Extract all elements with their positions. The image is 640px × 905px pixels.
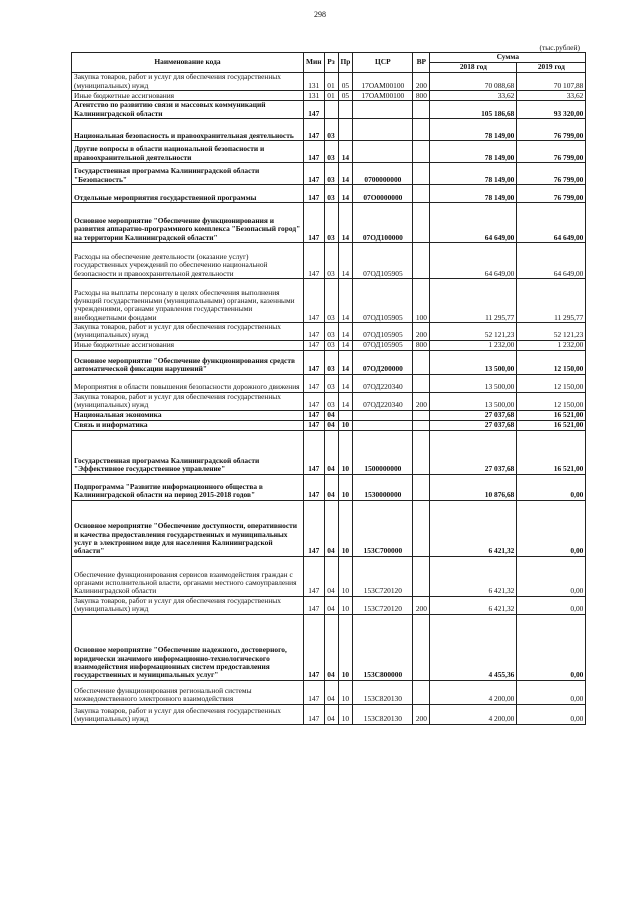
cell-vr: 200 (413, 704, 430, 724)
cell-csr: 153С720120 (353, 556, 413, 596)
cell-csr (353, 101, 413, 119)
cell-name: Другие вопросы в области национальной безопасности и правоохранительной деятельности (72, 141, 304, 163)
cell-y2019: 16 521,00 (517, 430, 586, 474)
cell-y2019: 76 799,00 (517, 119, 586, 141)
cell-min: 131 (304, 73, 325, 91)
cell-name: Основное мероприятие "Обеспечение функционирования средств автоматической фиксации нарушений" (72, 350, 304, 374)
cell-vr (413, 203, 430, 243)
cell-y2019: 0,00 (517, 704, 586, 724)
cell-csr (353, 119, 413, 141)
cell-name: Связь и информатика (72, 420, 304, 430)
cell-min: 147 (304, 556, 325, 596)
cell-csr: 07ОД220340 (353, 374, 413, 392)
table-row (72, 680, 586, 704)
cell-pr: 14 (338, 392, 353, 410)
cell-min: 147 (304, 410, 325, 420)
cell-pr: 14 (338, 185, 353, 203)
cell-min: 147 (304, 704, 325, 724)
cell-vr: 200 (413, 392, 430, 410)
table-row (72, 614, 586, 680)
table-row (72, 556, 586, 596)
cell-y2018: 11 295,77 (430, 279, 517, 323)
cell-rz: 03 (324, 119, 338, 141)
cell-y2018: 4 200,00 (430, 704, 517, 724)
cell-vr (413, 614, 430, 680)
cell-csr: 07ОД105905 (353, 243, 413, 279)
cell-csr: 153С720120 (353, 596, 413, 614)
cell-rz: 03 (324, 279, 338, 323)
cell-rz: 04 (324, 556, 338, 596)
cell-name: Закупка товаров, работ и услуг для обеспечения государственных (муниципальных) нужд (72, 323, 304, 341)
cell-vr (413, 119, 430, 141)
cell-vr (413, 680, 430, 704)
cell-pr: 10 (338, 474, 353, 500)
cell-min: 147 (304, 614, 325, 680)
cell-pr: 05 (338, 91, 353, 101)
cell-min: 131 (304, 91, 325, 101)
table-row (72, 704, 586, 724)
cell-rz: 03 (324, 340, 338, 350)
table-row (72, 340, 586, 350)
cell-csr: 07ОД105905 (353, 340, 413, 350)
cell-pr: 14 (338, 141, 353, 163)
header-vr: ВР (413, 53, 430, 73)
cell-pr: 14 (338, 243, 353, 279)
cell-rz: 04 (324, 474, 338, 500)
cell-pr: 10 (338, 430, 353, 474)
cell-y2019: 12 150,00 (517, 374, 586, 392)
cell-y2018: 4 455,36 (430, 614, 517, 680)
cell-pr: 14 (338, 340, 353, 350)
cell-csr: 07ОД200000 (353, 350, 413, 374)
cell-vr: 200 (413, 73, 430, 91)
cell-vr (413, 556, 430, 596)
cell-y2019: 64 649,00 (517, 203, 586, 243)
cell-rz: 04 (324, 420, 338, 430)
cell-rz: 03 (324, 243, 338, 279)
cell-pr: 14 (338, 350, 353, 374)
cell-rz: 03 (324, 392, 338, 410)
cell-y2019: 0,00 (517, 680, 586, 704)
cell-csr: 153С820130 (353, 704, 413, 724)
cell-y2019: 76 799,00 (517, 163, 586, 185)
cell-name: Обеспечение функционирования сервисов взаимодействия граждан с органами исполнительной власти, органами местного самоуправления Калининградской области (72, 556, 304, 596)
cell-y2019: 0,00 (517, 500, 586, 556)
cell-name: Закупка товаров, работ и услуг для обеспечения государственных (муниципальных) нужд (72, 392, 304, 410)
cell-name: Иные бюджетные ассигнования (72, 340, 304, 350)
cell-y2018: 4 200,00 (430, 680, 517, 704)
units-label: (тыс.рублей) (539, 43, 580, 52)
table-row (72, 91, 586, 101)
cell-csr: 153С800000 (353, 614, 413, 680)
table-row (72, 420, 586, 430)
cell-csr: 153С820130 (353, 680, 413, 704)
cell-vr: 800 (413, 91, 430, 101)
cell-csr: 153С700000 (353, 500, 413, 556)
cell-min: 147 (304, 119, 325, 141)
table-row (72, 500, 586, 556)
header-pr: Пр (338, 53, 353, 73)
cell-pr: 05 (338, 73, 353, 91)
cell-y2018: 6 421,32 (430, 556, 517, 596)
cell-min: 147 (304, 203, 325, 243)
cell-vr (413, 243, 430, 279)
table-row (72, 474, 586, 500)
cell-pr: 10 (338, 704, 353, 724)
cell-name: Закупка товаров, работ и услуг для обеспечения государственных (муниципальных) нужд (72, 596, 304, 614)
cell-name: Иные бюджетные ассигнования (72, 91, 304, 101)
cell-rz: 01 (324, 91, 338, 101)
cell-vr (413, 185, 430, 203)
cell-csr: 17ОАМ00100 (353, 73, 413, 91)
cell-pr: 14 (338, 374, 353, 392)
cell-rz: 01 (324, 73, 338, 91)
cell-name: Подпрограмма "Развитие информационного общества в Калининградской области на период 2015-2018 годов" (72, 474, 304, 500)
cell-name: Основное мероприятие "Обеспечение функционирования и развития аппаратно-программного комплекса "Безопасный город" на территории Калининградской области" (72, 203, 304, 243)
cell-min: 147 (304, 474, 325, 500)
cell-name: Основное мероприятие "Обеспечение надежного, достоверного, юридически значимого информационно-технологического взаимодействия информационных систем предоставления государственных и муниципальных услуг" (72, 614, 304, 680)
cell-min: 147 (304, 185, 325, 203)
cell-vr (413, 350, 430, 374)
cell-pr (338, 410, 353, 420)
cell-name: Основное мероприятие "Обеспечение доступности, оперативности и качества предоставления государственных и муниципальных услуг в электронном виде для населения Калининградской области" (72, 500, 304, 556)
cell-min: 147 (304, 680, 325, 704)
cell-rz: 04 (324, 704, 338, 724)
cell-y2018: 1 232,00 (430, 340, 517, 350)
cell-y2019: 12 150,00 (517, 392, 586, 410)
cell-y2019: 64 649,00 (517, 243, 586, 279)
cell-vr (413, 430, 430, 474)
page-number: 298 (314, 10, 326, 19)
cell-y2018: 27 037,68 (430, 420, 517, 430)
cell-y2019: 0,00 (517, 556, 586, 596)
cell-rz: 04 (324, 410, 338, 420)
cell-vr: 800 (413, 340, 430, 350)
cell-y2019: 33,62 (517, 91, 586, 101)
cell-min: 147 (304, 420, 325, 430)
cell-pr (338, 119, 353, 141)
cell-y2019: 11 295,77 (517, 279, 586, 323)
cell-name: Государственная программа Калининградской области "Безопасность" (72, 163, 304, 185)
cell-pr (338, 101, 353, 119)
table-row (72, 392, 586, 410)
cell-vr (413, 141, 430, 163)
cell-y2018: 52 121,23 (430, 323, 517, 341)
cell-y2018: 105 186,68 (430, 101, 517, 119)
cell-vr (413, 410, 430, 420)
cell-min: 147 (304, 101, 325, 119)
cell-pr: 10 (338, 614, 353, 680)
cell-y2019: 0,00 (517, 596, 586, 614)
cell-y2019: 12 150,00 (517, 350, 586, 374)
table-row (72, 243, 586, 279)
table-row (72, 185, 586, 203)
table-row (72, 410, 586, 420)
cell-pr: 14 (338, 203, 353, 243)
cell-min: 147 (304, 500, 325, 556)
cell-rz: 04 (324, 596, 338, 614)
cell-rz: 04 (324, 680, 338, 704)
cell-rz: 04 (324, 500, 338, 556)
table-row (72, 141, 586, 163)
cell-name: Государственная программа Калининградской области "Эффективное государственное управление" (72, 430, 304, 474)
cell-rz (324, 101, 338, 119)
cell-y2018: 13 500,00 (430, 392, 517, 410)
cell-y2019: 16 521,00 (517, 410, 586, 420)
cell-name: Расходы на выплаты персоналу в целях обеспечения выполнения функций государственными (муниципальными) органами, казенными учреждениями, органами управления государственными внебюджетными фондами (72, 279, 304, 323)
cell-csr: 07ОД220340 (353, 392, 413, 410)
cell-y2019: 0,00 (517, 474, 586, 500)
cell-name: Закупка товаров, работ и услуг для обеспечения государственных (муниципальных) нужд (72, 704, 304, 724)
cell-vr: 100 (413, 279, 430, 323)
cell-name: Закупка товаров, работ и услуг для обеспечения государственных (муниципальных) нужд (72, 73, 304, 91)
cell-y2019: 1 232,00 (517, 340, 586, 350)
cell-y2018: 27 037,68 (430, 410, 517, 420)
table-row (72, 430, 586, 474)
cell-pr: 10 (338, 420, 353, 430)
cell-min: 147 (304, 243, 325, 279)
header-min: Мин (304, 53, 325, 73)
cell-y2019: 76 799,00 (517, 185, 586, 203)
header-name: Наименование кода (72, 53, 304, 73)
cell-csr (353, 410, 413, 420)
cell-y2019: 93 320,00 (517, 101, 586, 119)
cell-y2019: 16 521,00 (517, 420, 586, 430)
cell-csr (353, 141, 413, 163)
cell-csr: 17ОАМ00100 (353, 91, 413, 101)
cell-csr: 07О0000000 (353, 185, 413, 203)
cell-min: 147 (304, 340, 325, 350)
cell-min: 147 (304, 392, 325, 410)
cell-rz: 03 (324, 185, 338, 203)
cell-y2018: 70 088,68 (430, 73, 517, 91)
cell-rz: 03 (324, 141, 338, 163)
cell-pr: 10 (338, 500, 353, 556)
header-csr: ЦСР (353, 53, 413, 73)
cell-name: Национальная экономика (72, 410, 304, 420)
cell-vr (413, 101, 430, 119)
cell-csr: 0700000000 (353, 163, 413, 185)
cell-min: 147 (304, 374, 325, 392)
cell-rz: 03 (324, 203, 338, 243)
cell-name: Национальная безопасность и правоохранительная деятельность (72, 119, 304, 141)
cell-min: 147 (304, 163, 325, 185)
cell-y2019: 76 799,00 (517, 141, 586, 163)
cell-name: Расходы на обеспечение деятельности (оказание услуг) государственных учреждений по обеспечению национальной безопасности и правоохранительной деятельности (72, 243, 304, 279)
cell-vr: 200 (413, 596, 430, 614)
table-row (72, 203, 586, 243)
table-body (72, 73, 586, 725)
cell-vr (413, 474, 430, 500)
cell-vr (413, 374, 430, 392)
table-row (72, 323, 586, 341)
header-sum: Сумма (430, 53, 586, 63)
cell-y2018: 64 649,00 (430, 243, 517, 279)
cell-y2019: 52 121,23 (517, 323, 586, 341)
table-row (72, 279, 586, 323)
cell-pr: 14 (338, 323, 353, 341)
cell-min: 147 (304, 141, 325, 163)
cell-y2019: 0,00 (517, 614, 586, 680)
cell-y2019: 70 107,88 (517, 73, 586, 91)
cell-y2018: 64 649,00 (430, 203, 517, 243)
cell-csr: 1500000000 (353, 430, 413, 474)
cell-rz: 04 (324, 614, 338, 680)
cell-rz: 03 (324, 323, 338, 341)
cell-rz: 03 (324, 350, 338, 374)
cell-y2018: 13 500,00 (430, 374, 517, 392)
cell-vr (413, 163, 430, 185)
cell-vr (413, 500, 430, 556)
cell-csr: 1530000000 (353, 474, 413, 500)
cell-name: Мероприятия в области повышения безопасности дорожного движения (72, 374, 304, 392)
cell-rz: 04 (324, 430, 338, 474)
cell-y2018: 78 149,00 (430, 185, 517, 203)
cell-y2018: 78 149,00 (430, 119, 517, 141)
table-row (72, 119, 586, 141)
header-2018: 2018 год (430, 63, 517, 73)
cell-pr: 10 (338, 596, 353, 614)
cell-y2018: 78 149,00 (430, 141, 517, 163)
cell-pr: 10 (338, 680, 353, 704)
header-2019: 2019 год (517, 63, 586, 73)
cell-y2018: 78 149,00 (430, 163, 517, 185)
table-row (72, 163, 586, 185)
cell-name: Обеспечение функционирования региональной системы межведомственного электронного взаимодействия (72, 680, 304, 704)
cell-csr: 07ОД105905 (353, 279, 413, 323)
budget-table (71, 52, 586, 725)
cell-y2018: 27 037,68 (430, 430, 517, 474)
cell-min: 147 (304, 430, 325, 474)
table-row (72, 73, 586, 91)
cell-min: 147 (304, 596, 325, 614)
cell-name: Отдельные мероприятия государственной программы (72, 185, 304, 203)
cell-rz: 03 (324, 163, 338, 185)
cell-name: Агентство по развитию связи и массовых коммуникаций Калининградской области (72, 101, 304, 119)
cell-min: 147 (304, 279, 325, 323)
header-rz: Рз (324, 53, 338, 73)
cell-rz: 03 (324, 374, 338, 392)
cell-min: 147 (304, 323, 325, 341)
cell-vr (413, 420, 430, 430)
cell-pr: 10 (338, 556, 353, 596)
cell-pr: 14 (338, 163, 353, 185)
cell-pr: 14 (338, 279, 353, 323)
table-row (72, 374, 586, 392)
table-row (72, 350, 586, 374)
cell-y2018: 6 421,32 (430, 500, 517, 556)
table-row (72, 596, 586, 614)
cell-vr: 200 (413, 323, 430, 341)
cell-csr: 07ОД100000 (353, 203, 413, 243)
cell-y2018: 6 421,32 (430, 596, 517, 614)
cell-csr (353, 420, 413, 430)
cell-csr: 07ОД105905 (353, 323, 413, 341)
cell-y2018: 10 876,68 (430, 474, 517, 500)
table-row (72, 101, 586, 119)
cell-min: 147 (304, 350, 325, 374)
cell-y2018: 33,62 (430, 91, 517, 101)
cell-y2018: 13 500,00 (430, 350, 517, 374)
